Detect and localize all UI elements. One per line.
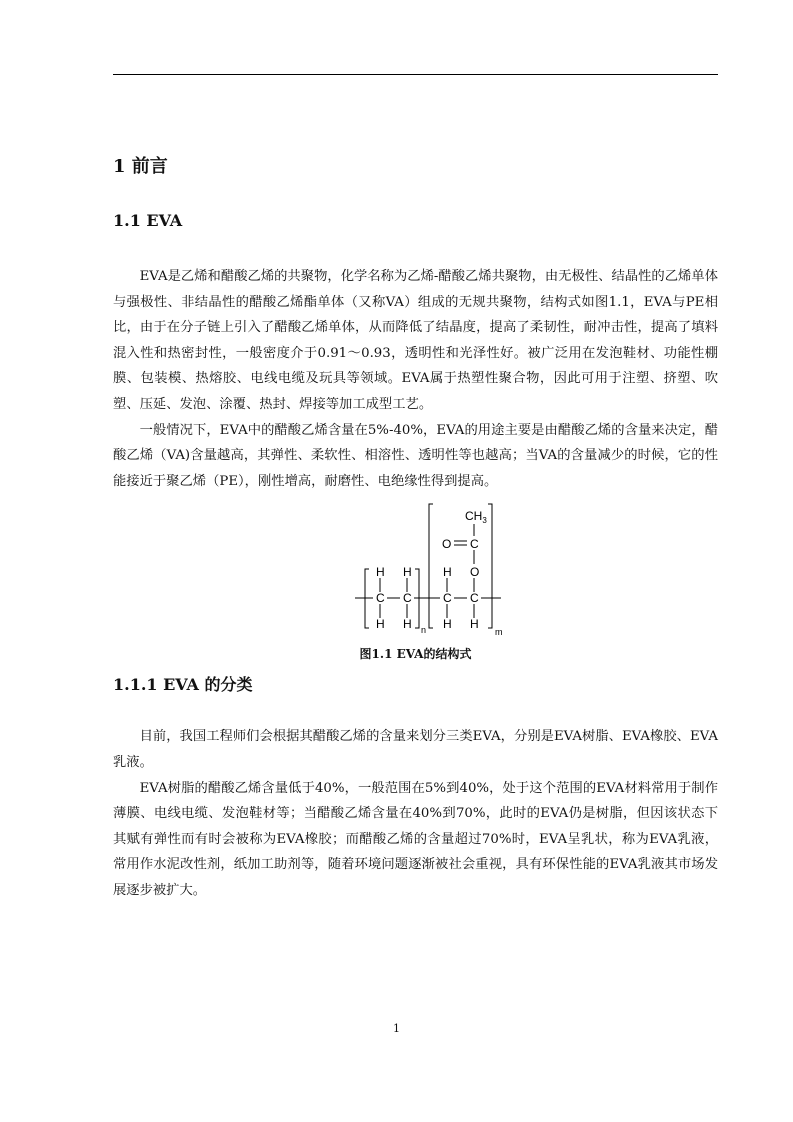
label-c: C bbox=[403, 591, 412, 606]
label-h: H bbox=[376, 617, 385, 632]
label-c: C bbox=[376, 591, 385, 606]
eva-structural-formula bbox=[353, 500, 513, 640]
subscript-m: m bbox=[495, 627, 503, 638]
section-title-1-1: 1.1 EVA bbox=[113, 211, 183, 230]
label-h: H bbox=[403, 565, 412, 580]
figure-caption: 图1.1 EVA的结构式 bbox=[359, 647, 472, 662]
paragraph-va-content: 一般情况下，EVA中的醋酸乙烯含量在5%-40%，EVA的用途主要是由醋酸乙烯的含量来决定，醋酸乙烯（VA)含量越高，其弹性、柔软性、相溶性、透明性等也越高；当VA的含量减少的时候，它的性能接近于聚乙烯（PE），刚性增高，耐磨性、电绝缘性得到提高。 bbox=[113, 422, 718, 489]
paragraph-eva-types: EVA树脂的醋酸乙烯含量低于40%，一般范围在5%到40%，处于这个范围的EVA材料常用于制作薄膜、电线电缆、发泡鞋材等；当醋酸乙烯含量在40%到70%，此时的EVA仍是树脂，但因该状态下其赋有弹性而有时会被称为EVA橡胶；而醋酸乙烯的含量超过70%时，EVA呈乳状，称为EVA乳液，常用作水泥改性剂，纸加工助剂等，随着环境问题逐渐被社会重视，具有环保性能的EVA乳液其市场发展逐步被扩大。 bbox=[113, 780, 718, 898]
label-o-double: O bbox=[442, 537, 452, 552]
paragraph-eva-classification: 目前，我国工程师们会根据其醋酸乙烯的含量来划分三类EVA，分别是EVA树脂、EVA橡胶、EVA乳液。 bbox=[113, 729, 718, 770]
paragraph-eva-intro: EVA是乙烯和醋酸乙烯的共聚物，化学名称为乙烯-醋酸乙烯共聚物，由无极性、结晶性的乙烯单体与强极性、非结晶性的醋酸乙烯酯单体（又称VA）组成的无规共聚物，结构式如图1.1，EVA与PE相比，由于在分子链上引入了醋酸乙烯单体，从而降低了结晶度，提高了柔韧性，耐冲击性，提高了填料混入性和热密封性，一般密度介于0.91～0.93，透明性和光泽性好。被广泛用在发泡鞋材、功能性棚膜、包装模、热熔胶、电线电缆及玩具等领域。EVA属于热塑性聚合物，因此可用于注塑、挤塑、吹塑、压延、发泡、涂覆、热封、焊接等加工成型工艺。 bbox=[113, 269, 718, 412]
label-o-ester: O bbox=[470, 565, 480, 580]
label-h: H bbox=[376, 565, 385, 580]
label-h: H bbox=[443, 617, 452, 632]
label-c-carbonyl: C bbox=[470, 537, 479, 552]
header-rule bbox=[113, 74, 718, 75]
page-content bbox=[113, 150, 718, 904]
chapter-title: 1 前言 bbox=[113, 156, 168, 177]
label-h: H bbox=[443, 565, 452, 580]
figure-eva-structure bbox=[113, 500, 718, 670]
label-h: H bbox=[403, 617, 412, 632]
label-h: H bbox=[470, 617, 479, 632]
page-number: 1 bbox=[393, 1022, 400, 1035]
label-c: C bbox=[470, 591, 479, 606]
subscript-n: n bbox=[421, 625, 427, 636]
label-c: C bbox=[443, 591, 452, 606]
section-title-1-1-1: 1.1.1 EVA 的分类 bbox=[113, 675, 253, 695]
label-ch3: $CH_3$ bbox=[465, 509, 487, 526]
